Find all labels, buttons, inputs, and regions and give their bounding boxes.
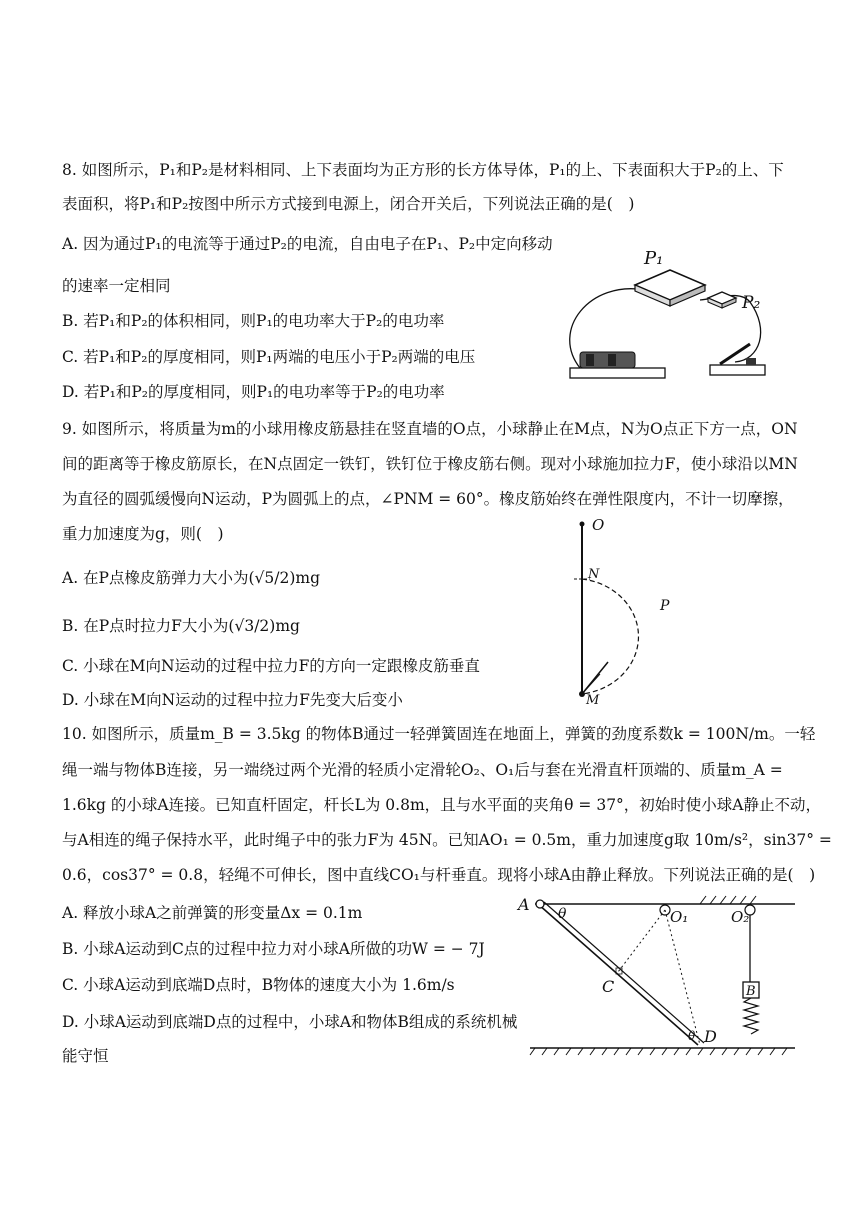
q10-label-c: C — [602, 977, 615, 996]
q9-option-a: A. 在P点橡皮筋弹力大小为(√5/2)mg — [62, 569, 321, 587]
q10-option-d: D. 小球A运动到底端D点的过程中，小球A和物体B组成的系统机械 — [62, 1013, 518, 1031]
q10-stem-line-3: 1.6kg 的小球A连接。已知直杆固定，杆长L为 0.8m，且与水平面的夹角θ = 37°，初始时使小球A静止不动， — [62, 796, 821, 814]
q10-option-b: B. 小球A运动到C点的过程中拉力对小球A所做的功W = − 7J — [62, 940, 485, 958]
q8-circuit-figure — [560, 240, 790, 390]
q8-option-c: C. 若P₁和P₂的厚度相同，则P₁两端的电压小于P₂两端的电压 — [62, 348, 476, 366]
q10-label-a: A — [518, 895, 530, 914]
q9-stem-line-2: 间的距离等于橡皮筋原长，在N点固定一铁钉，铁钉位于橡皮筋右侧。现对小球施加拉力F，使小球沿以MN — [62, 455, 798, 473]
q10-stem-line-5: 0.6，cos37° = 0.8，轻绳不可伸长，图中直线CO₁与杆垂直。现将小球A由静止释放。下列说法正确的是( ) — [62, 866, 816, 884]
q9-stem-line-1: 9. 如图所示，将质量为m的小球用橡皮筋悬挂在竖直墙的O点，小球静止在M点，N为O点正下方一点，ON — [62, 420, 798, 438]
q8-stem-line-1: 8. 如图所示，P₁和P₂是材料相同、上下表面均为正方形的长方体导体，P₁的上、下表面积大于P₂的上、下 — [62, 161, 784, 179]
q10-option-c: C. 小球A运动到底端D点时，B物体的速度大小为 1.6m/s — [62, 976, 455, 994]
q8-option-a: A. 因为通过P₁的电流等于通过P₂的电流，自由电子在P₁、P₂中定向移动 — [62, 235, 553, 253]
q8-option-a-continued: 的速率一定相同 — [62, 277, 171, 295]
q9-option-d: D. 小球在M向N运动的过程中拉力F先变大后变小 — [62, 691, 403, 709]
q9-label-m: M — [586, 693, 600, 707]
q9-stem-line-3: 为直径的圆弧缓慢向N运动，P为圆弧上的点，∠PNM = 60°。橡皮筋始终在弹性限度内，不计一切摩擦， — [62, 490, 794, 508]
q9-option-c: C. 小球在M向N运动的过程中拉力F的方向一定跟橡皮筋垂直 — [62, 657, 480, 675]
q10-label-d: D — [704, 1027, 717, 1046]
q9-option-b: B. 在P点时拉力F大小为(√3/2)mg — [62, 617, 300, 635]
q10-pulley-figure — [510, 890, 810, 1060]
q8-label-p1: P₁ — [644, 248, 664, 269]
q10-stem-line-1: 10. 如图所示，质量m_B = 3.5kg 的物体B通过一轻弹簧固连在地面上，弹簧的劲度系数k = 100N/m。一轻 — [62, 725, 816, 743]
q10-label-theta-bottom: θ — [688, 1029, 696, 1043]
q10-label-o1: O₁ — [670, 908, 689, 926]
q10-option-a: A. 释放小球A之前弹簧的形变量Δx = 0.1m — [62, 904, 363, 922]
q8-stem-line-2: 表面积，将P₁和P₂按图中所示方式接到电源上，闭合开关后，下列说法正确的是( ) — [62, 195, 635, 213]
q10-option-d-continued: 能守恒 — [62, 1047, 109, 1065]
q9-label-n: N — [588, 567, 600, 582]
q10-stem-line-4: 与A相连的绳子保持水平，此时绳子中的张力F为 45N。已知AO₁ = 0.5m，重力加速度g取 10m/s²，sin37° = — [62, 831, 832, 849]
q9-label-p: P — [660, 598, 670, 614]
q9-arc-figure — [560, 512, 700, 707]
q9-stem-line-4: 重力加速度为g，则( ) — [62, 525, 224, 543]
q8-option-d: D. 若P₁和P₂的厚度相同，则P₁的电功率等于P₂的电功率 — [62, 383, 445, 401]
q10-stem-line-2: 绳一端与物体B连接，另一端绕过两个光滑的轻质小定滑轮O₂、O₁后与套在光滑直杆顶端的、质量m_A = — [62, 761, 783, 779]
q10-label-theta-top: θ — [558, 906, 567, 922]
q10-label-o2: O₂ — [731, 908, 750, 926]
q10-label-b: B — [746, 984, 756, 999]
q9-label-o: O — [592, 516, 605, 534]
q8-option-b: B. 若P₁和P₂的体积相同，则P₁的电功率大于P₂的电功率 — [62, 312, 445, 330]
q8-label-p2: P₂ — [742, 293, 761, 313]
